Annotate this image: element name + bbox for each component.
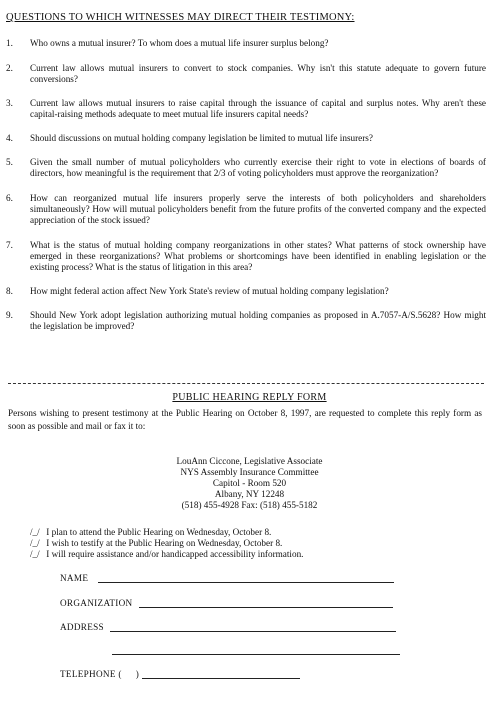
question-2 (6, 63, 486, 85)
question-text: Who owns a mutual insurer? To whom does a mutual life insurer surplus belong? (30, 38, 329, 48)
question-text: Current law allows mutual insurers to raise capital through the issuance of capital and surplus notes. Why aren't these capital-raising methods adequate to meet mutual life insurers capital needs? (30, 98, 486, 119)
telephone-field[interactable] (60, 669, 300, 679)
name-line[interactable] (98, 573, 394, 583)
question-number: 1. (6, 38, 13, 48)
reply-form-title: PUBLIC HEARING REPLY FORM (172, 392, 327, 403)
telephone-line[interactable] (142, 669, 300, 679)
organization-line[interactable] (139, 598, 393, 608)
checkbox-label: I plan to attend the Public Hearing on Wednesday, October 8. (46, 527, 272, 537)
name-label: NAME (60, 573, 89, 583)
question-number: 6. (6, 193, 13, 203)
checkbox-testify[interactable] (30, 538, 303, 549)
question-number: 3. (6, 98, 13, 108)
question-8 (6, 286, 486, 297)
checkbox-assistance[interactable] (30, 549, 303, 560)
question-number: 9. (6, 310, 13, 320)
question-text: Given the small number of mutual policyholders who currently exercise their right to vote in elections of boards of directors, how meaningful is the requirement that 2/3 of voting policyholders must approve the reorganization? (30, 157, 486, 178)
address-line-2[interactable] (112, 645, 400, 655)
address-line: (518) 455-4928 Fax: (518) 455-5182 (181, 500, 318, 510)
checkbox-mark[interactable]: /_/ (30, 538, 40, 548)
question-7 (6, 240, 486, 273)
question-text: How can reorganized mutual life insurers properly serve the interests of both policyholders and shareholders simultaneously? How will mutual policyholders benefit from the future profits of the converted company and the expected appreciation of the stock issued? (30, 193, 486, 225)
question-number: 4. (6, 133, 13, 143)
question-text: Should New York adopt legislation authorizing mutual holding companies as proposed in A.7057-A/S.5628? How might the legislation be improved? (30, 310, 486, 331)
checkbox-list (30, 527, 303, 560)
question-text: What is the status of mutual holding company reorganizations in other states? What patterns of stock ownership have emerged in these reorganizations? What problems or shortcomings have been identified in enabling legislation or the existing process? What is the status of litigation in this area? (30, 240, 486, 272)
address-field[interactable] (60, 622, 396, 632)
address-field-2[interactable] (112, 645, 400, 655)
question-3 (6, 98, 486, 120)
checkbox-attend[interactable] (30, 527, 303, 538)
question-number: 2. (6, 63, 13, 73)
dashed-divider (8, 383, 484, 384)
checkbox-label: I wish to testify at the Public Hearing on Wednesday, October 8. (46, 538, 283, 548)
question-9 (6, 310, 486, 332)
telephone-paren: ) (135, 669, 140, 679)
question-text: Should discussions on mutual holding company legislation be limited to mutual life insurers? (30, 133, 373, 143)
organization-label: ORGANIZATION (60, 598, 133, 608)
checkbox-label: I will require assistance and/or handicapped accessibility information. (46, 549, 304, 559)
address-line: NYS Assembly Insurance Committee (180, 467, 319, 477)
telephone-label: TELEPHONE ( (60, 669, 122, 679)
question-list (6, 38, 486, 332)
question-number: 5. (6, 157, 13, 167)
checkbox-mark[interactable]: /_/ (30, 527, 40, 537)
question-5 (6, 157, 486, 179)
question-text: How might federal action affect New York State's review of mutual holding company legislation? (30, 286, 389, 296)
address-line: Capitol - Room 520 (212, 478, 287, 488)
question-6 (6, 193, 486, 226)
question-4 (6, 133, 486, 144)
question-text: Current law allows mutual insurers to convert to stock companies. Why isn't this statute adequate to govern future conversions? (30, 63, 486, 84)
question-1 (6, 38, 486, 49)
address-line: LouAnn Ciccone, Legislative Associate (176, 456, 323, 466)
reply-form-intro: Persons wishing to present testimony at the Public Hearing on October 8, 1997, are requested to complete this reply form as soon as possible and mail or fax it to: (8, 408, 482, 431)
mailing-address (0, 456, 499, 511)
name-field[interactable] (60, 573, 394, 583)
address-line: Albany, NY 12248 (214, 489, 285, 499)
checkbox-mark[interactable]: /_/ (30, 549, 40, 559)
address-label: ADDRESS (60, 622, 104, 632)
address-line-1[interactable] (110, 622, 396, 632)
page-heading: QUESTIONS TO WHICH WITNESSES MAY DIRECT THEIR TESTIMONY: (6, 12, 355, 23)
question-number: 7. (6, 240, 13, 250)
organization-field[interactable] (60, 598, 393, 608)
question-number: 8. (6, 286, 13, 296)
